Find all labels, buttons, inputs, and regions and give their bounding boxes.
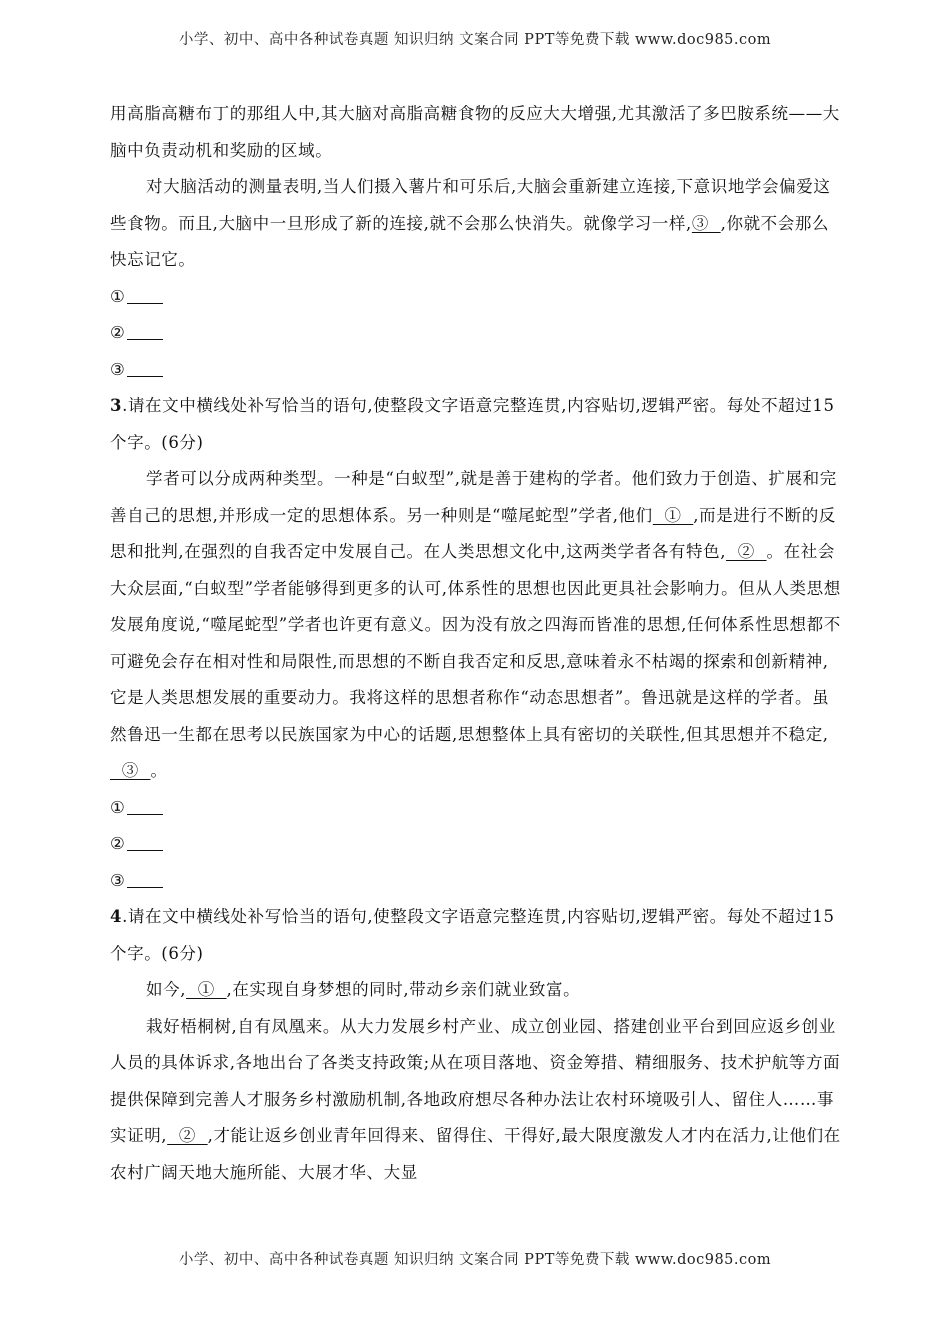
answer-blank	[127, 870, 163, 888]
page-content	[110, 96, 845, 1191]
question-number: 4	[110, 907, 123, 926]
question-4-passage-2: 栽好梧桐树,自有凤凰来。从大力发展乡村产业、成立创业园、搭建创业平台到回应返乡创业人员的具体诉求,各地出台了各类支持政策;从在项目落地、资金筹措、精细服务、技术护航等方面提供保障到完善人才服务乡村激励机制,各地政府想尽各种办法让农村环境吸引人、留住人……事实证明, ② ,才能让返乡创业青年回得来、留得住、干得好,最大限度激发人才内在活力,让他们在农村广阔天地大施所能、大展才华、大显	[110, 1016, 841, 1182]
answer-line-2: ②	[110, 315, 845, 352]
answer-line-3: ③	[110, 863, 845, 900]
answer-blank	[127, 797, 163, 815]
answer-blank	[127, 286, 163, 304]
fill-blank-2: ②	[167, 1126, 208, 1145]
paragraph-brain	[110, 169, 845, 279]
paragraph-pudding: 用高脂高糖布丁的那组人中,其大脑对高脂高糖食物的反应大大增强,尤其激活了多巴胺系统——大脑中负责动机和奖励的区域。	[110, 104, 840, 160]
fill-blank-2: ②	[726, 542, 767, 561]
answer-blank	[127, 834, 163, 852]
fill-blank-1: ①	[186, 980, 227, 999]
fill-blank-1: ①	[652, 505, 694, 525]
question-text: .请在文中横线处补写恰当的语句,使整段文字语意完整连贯,内容贴切,逻辑严密。每处不超过15个字。(6分)	[110, 396, 835, 452]
paragraph-text: ,你就不会那么快忘记它。	[110, 213, 830, 269]
answer-line-2: ②	[110, 826, 845, 863]
question-3-passage: 学者可以分成两种类型。一种是“白蚁型”,就是善于建构的学者。他们致力于创造、扩展和完善自己的思想,并形成一定的思想体系。另一种则是“噬尾蛇型”学者,他们 ① ,而是进行不断的反思和批判,在强烈的自我否定中发展自己。在人类思想文化中,这两类学者各有特色, ② 。在社会大众层面,“白蚁型”学者能够得到更多的认可,体系性的思想也因此更具社会影响力。但从人类思想发展角度说,“噬尾蛇型”学者也许更有意义。因为没有放之四海而皆准的思想,任何体系性思想都不可避免会存在相对性和局限性,而思想的不断自我否定和反思,意味着永不枯竭的探索和创新精神,它是人类思想发展的重要动力。我将这样的思想者称作“动态思想者”。鲁迅就是这样的学者。虽然鲁迅一生都在思考以民族国家为中心的话题,思想整体上具有密切的关联性,但其思想并不稳定, ③ 。	[110, 469, 841, 780]
answer-line-1: ①	[110, 790, 845, 827]
question-3-prompt	[110, 388, 845, 461]
answer-line-1: ①	[110, 279, 845, 316]
answer-blank	[127, 323, 163, 341]
question-4-passage-1: 如今, ① ,在实现自身梦想的同时,带动乡亲们就业致富。	[146, 980, 581, 999]
question-number: 3	[110, 396, 123, 415]
page-header: 小学、初中、高中各种试卷真题 知识归纳 文案合同 PPT等免费下载 www.doc985.com	[178, 32, 772, 48]
question-4-prompt	[110, 899, 845, 972]
page-footer: 小学、初中、高中各种试卷真题 知识归纳 文案合同 PPT等免费下载 www.doc985.com	[178, 1252, 772, 1268]
answer-blank	[127, 359, 163, 377]
fill-blank-3: ③	[110, 761, 151, 780]
question-text: .请在文中横线处补写恰当的语句,使整段文字语意完整连贯,内容贴切,逻辑严密。每处不超过15个字。(6分)	[110, 907, 835, 963]
paragraph-text: 对大脑活动的测量表明,当人们摄入薯片和可乐后,大脑会重新建立连接,下意识地学会偏爱这些食物。而且,大脑中一旦形成了新的连接,就不会那么快消失。就像学习一样,	[110, 177, 831, 233]
answer-line-3: ③	[110, 352, 845, 389]
fill-blank-3: ③	[691, 213, 721, 233]
